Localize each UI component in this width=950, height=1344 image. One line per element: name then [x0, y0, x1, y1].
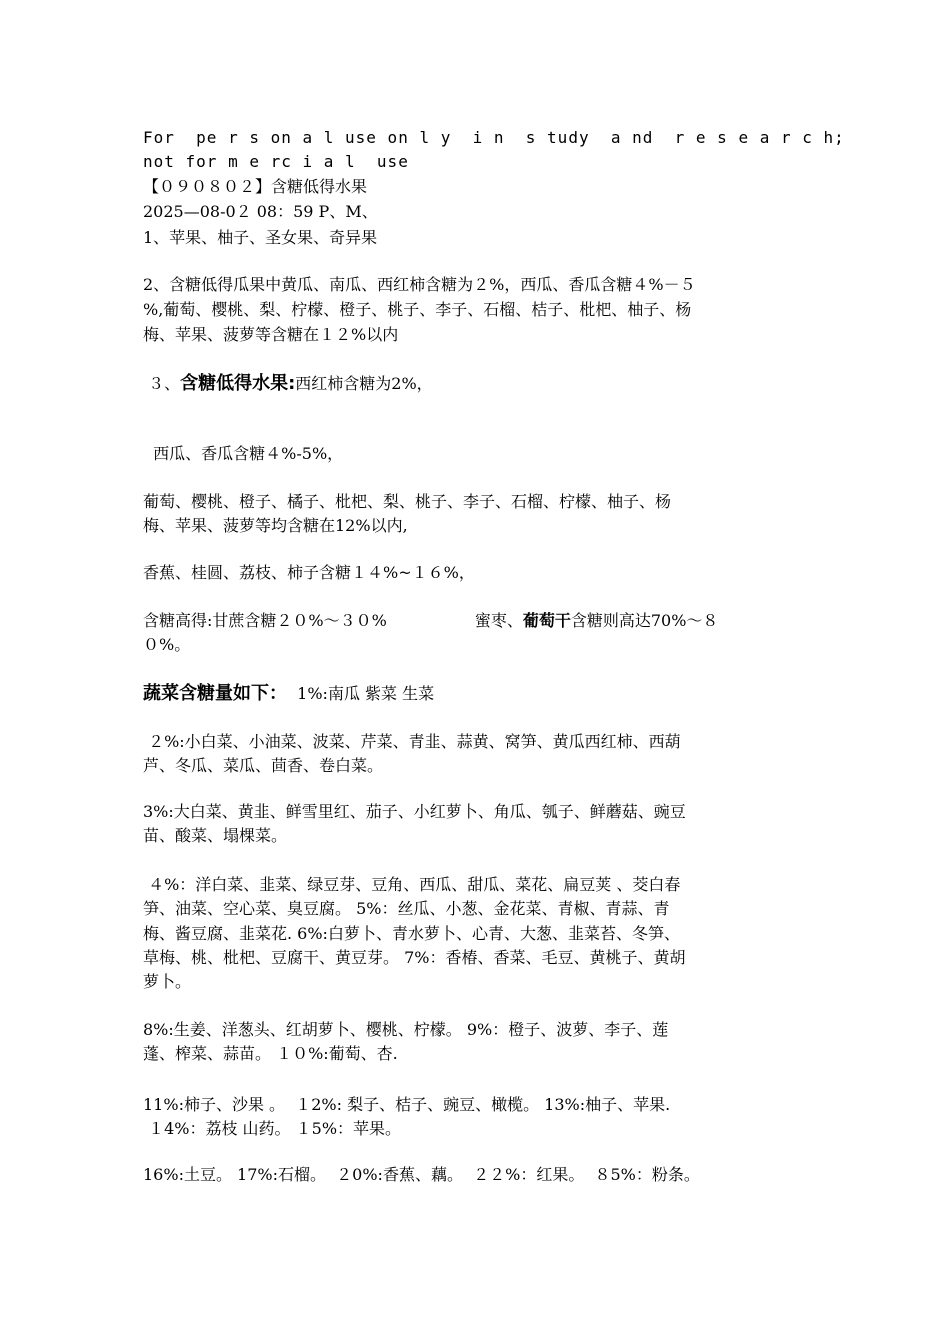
high-sugar-line	[143, 609, 718, 633]
melon-line: 西瓜、香瓜含糖４%-5%，	[143, 444, 344, 463]
vegetable-heading-line	[143, 682, 434, 706]
document-title: 【０９０８０２】含糖低得水果	[143, 177, 368, 196]
high-sugar-date: 蜜枣、	[474, 611, 523, 630]
section-2-line-3: 梅、苹果、菠萝等含糖在１２%以内	[143, 325, 399, 344]
veg-8pct-line-1: 8%:生姜、洋葱头、红胡萝卜、樱桃、柠檬。 9%：橙子、波萝、李子、莲	[143, 1020, 669, 1039]
header-line-1: For pe r s on a l use on l y i n s tudy a nd r e s e a r c h;	[143, 128, 845, 147]
section-3-heading: 含糖低得水果:	[180, 373, 296, 394]
section-2-line-2: %,葡萄、樱桃、梨、柠檬、橙子、桃子、李子、石榴、桔子、枇杷、柚子、杨	[143, 300, 692, 319]
high-sugar-cane: 含糖高得:甘蔗含糖２０%～３０%	[143, 611, 387, 630]
veg-2pct-line-2: 芦、冬瓜、菜瓜、茴香、卷白菜。	[143, 756, 384, 775]
veg-3pct-line-1: 3%:大白菜、黄韭、鲜雪里红、茄子、小红萝卜、角瓜、瓠子、鲜蘑菇、豌豆	[143, 802, 686, 821]
section-3-number: ３、	[143, 374, 181, 393]
grape-line-1: 葡萄、樱桃、橙子、橘子、枇杷、梨、桃子、李子、石榴、柠檬、柚子、杨	[143, 492, 672, 511]
veg-11pct-line-1: 11%:柿子、沙果 。 １2%: 梨子、桔子、豌豆、橄榄。 13%:柚子、苹果.	[143, 1095, 671, 1114]
vegetable-1pct: 1%:南瓜 紫菜 生菜	[287, 684, 435, 703]
section-2-line-1: 2、含糖低得瓜果中黄瓜、南瓜、西红柿含糖为２%，西瓜、香瓜含糖４%－５	[143, 275, 696, 294]
high-sugar-raisin: 葡萄干	[522, 611, 571, 630]
veg-4pct-line-3: 梅、酱豆腐、韭菜花. 6%:白萝卜、青水萝卜、心青、大葱、韭菜苔、冬笋、	[143, 924, 680, 943]
document-datetime: 2025—08-0２ 08：59 P、M、	[143, 202, 378, 221]
veg-8pct-line-2: 蓬、榨菜、蒜苗。 １０%:葡萄、杏.	[143, 1044, 398, 1063]
veg-11pct-line-2: １4%：荔枝 山药。 １5%：苹果。	[143, 1119, 402, 1138]
veg-4pct-line-5: 萝卜。	[143, 972, 192, 991]
header-line-2: not for m e rc i a l use	[143, 152, 409, 171]
veg-4pct-line-2: 笋、油菜、空心菜、臭豆腐。 5%：丝瓜、小葱、金花菜、青椒、青蒜、青	[143, 899, 670, 918]
vegetable-heading: 蔬菜含糖量如下：	[143, 683, 287, 704]
veg-3pct-line-2: 苗、酸菜、塌棵菜。	[143, 826, 288, 845]
veg-2pct-line-1: ２%:小白菜、小油菜、波菜、芹菜、青韭、蒜黄、窝笋、黄瓜西红柿、西葫	[143, 732, 681, 751]
section-3-text: 西红柿含糖为2%，	[295, 374, 433, 393]
section-1: 1、苹果、柚子、圣女果、奇异果	[143, 228, 378, 247]
high-sugar-rest: 含糖则高达70%～８	[570, 611, 719, 630]
section-3-line	[143, 372, 433, 396]
veg-4pct-line-1: ４%：洋白菜、韭菜、绿豆芽、豆角、西瓜、甜瓜、菜花、扁豆荚 、茭白春	[143, 875, 681, 894]
banana-line: 香蕉、桂圆、荔枝、柿子含糖１４%~１６%，	[143, 563, 475, 582]
high-sugar-line-2: ０%。	[143, 635, 191, 654]
veg-4pct-line-4: 草梅、桃、枇杷、豆腐干、黄豆芽。 7%：香椿、香菜、毛豆、黄桃子、黄胡	[143, 948, 686, 967]
grape-line-2: 梅、苹果、菠萝等均含糖在12%以内,	[143, 516, 408, 535]
veg-16pct-line: 16%:土豆。 17%:石榴。 ２0%:香蕉、藕。 ２２%：红果。 ８5%：粉条。	[143, 1165, 700, 1184]
